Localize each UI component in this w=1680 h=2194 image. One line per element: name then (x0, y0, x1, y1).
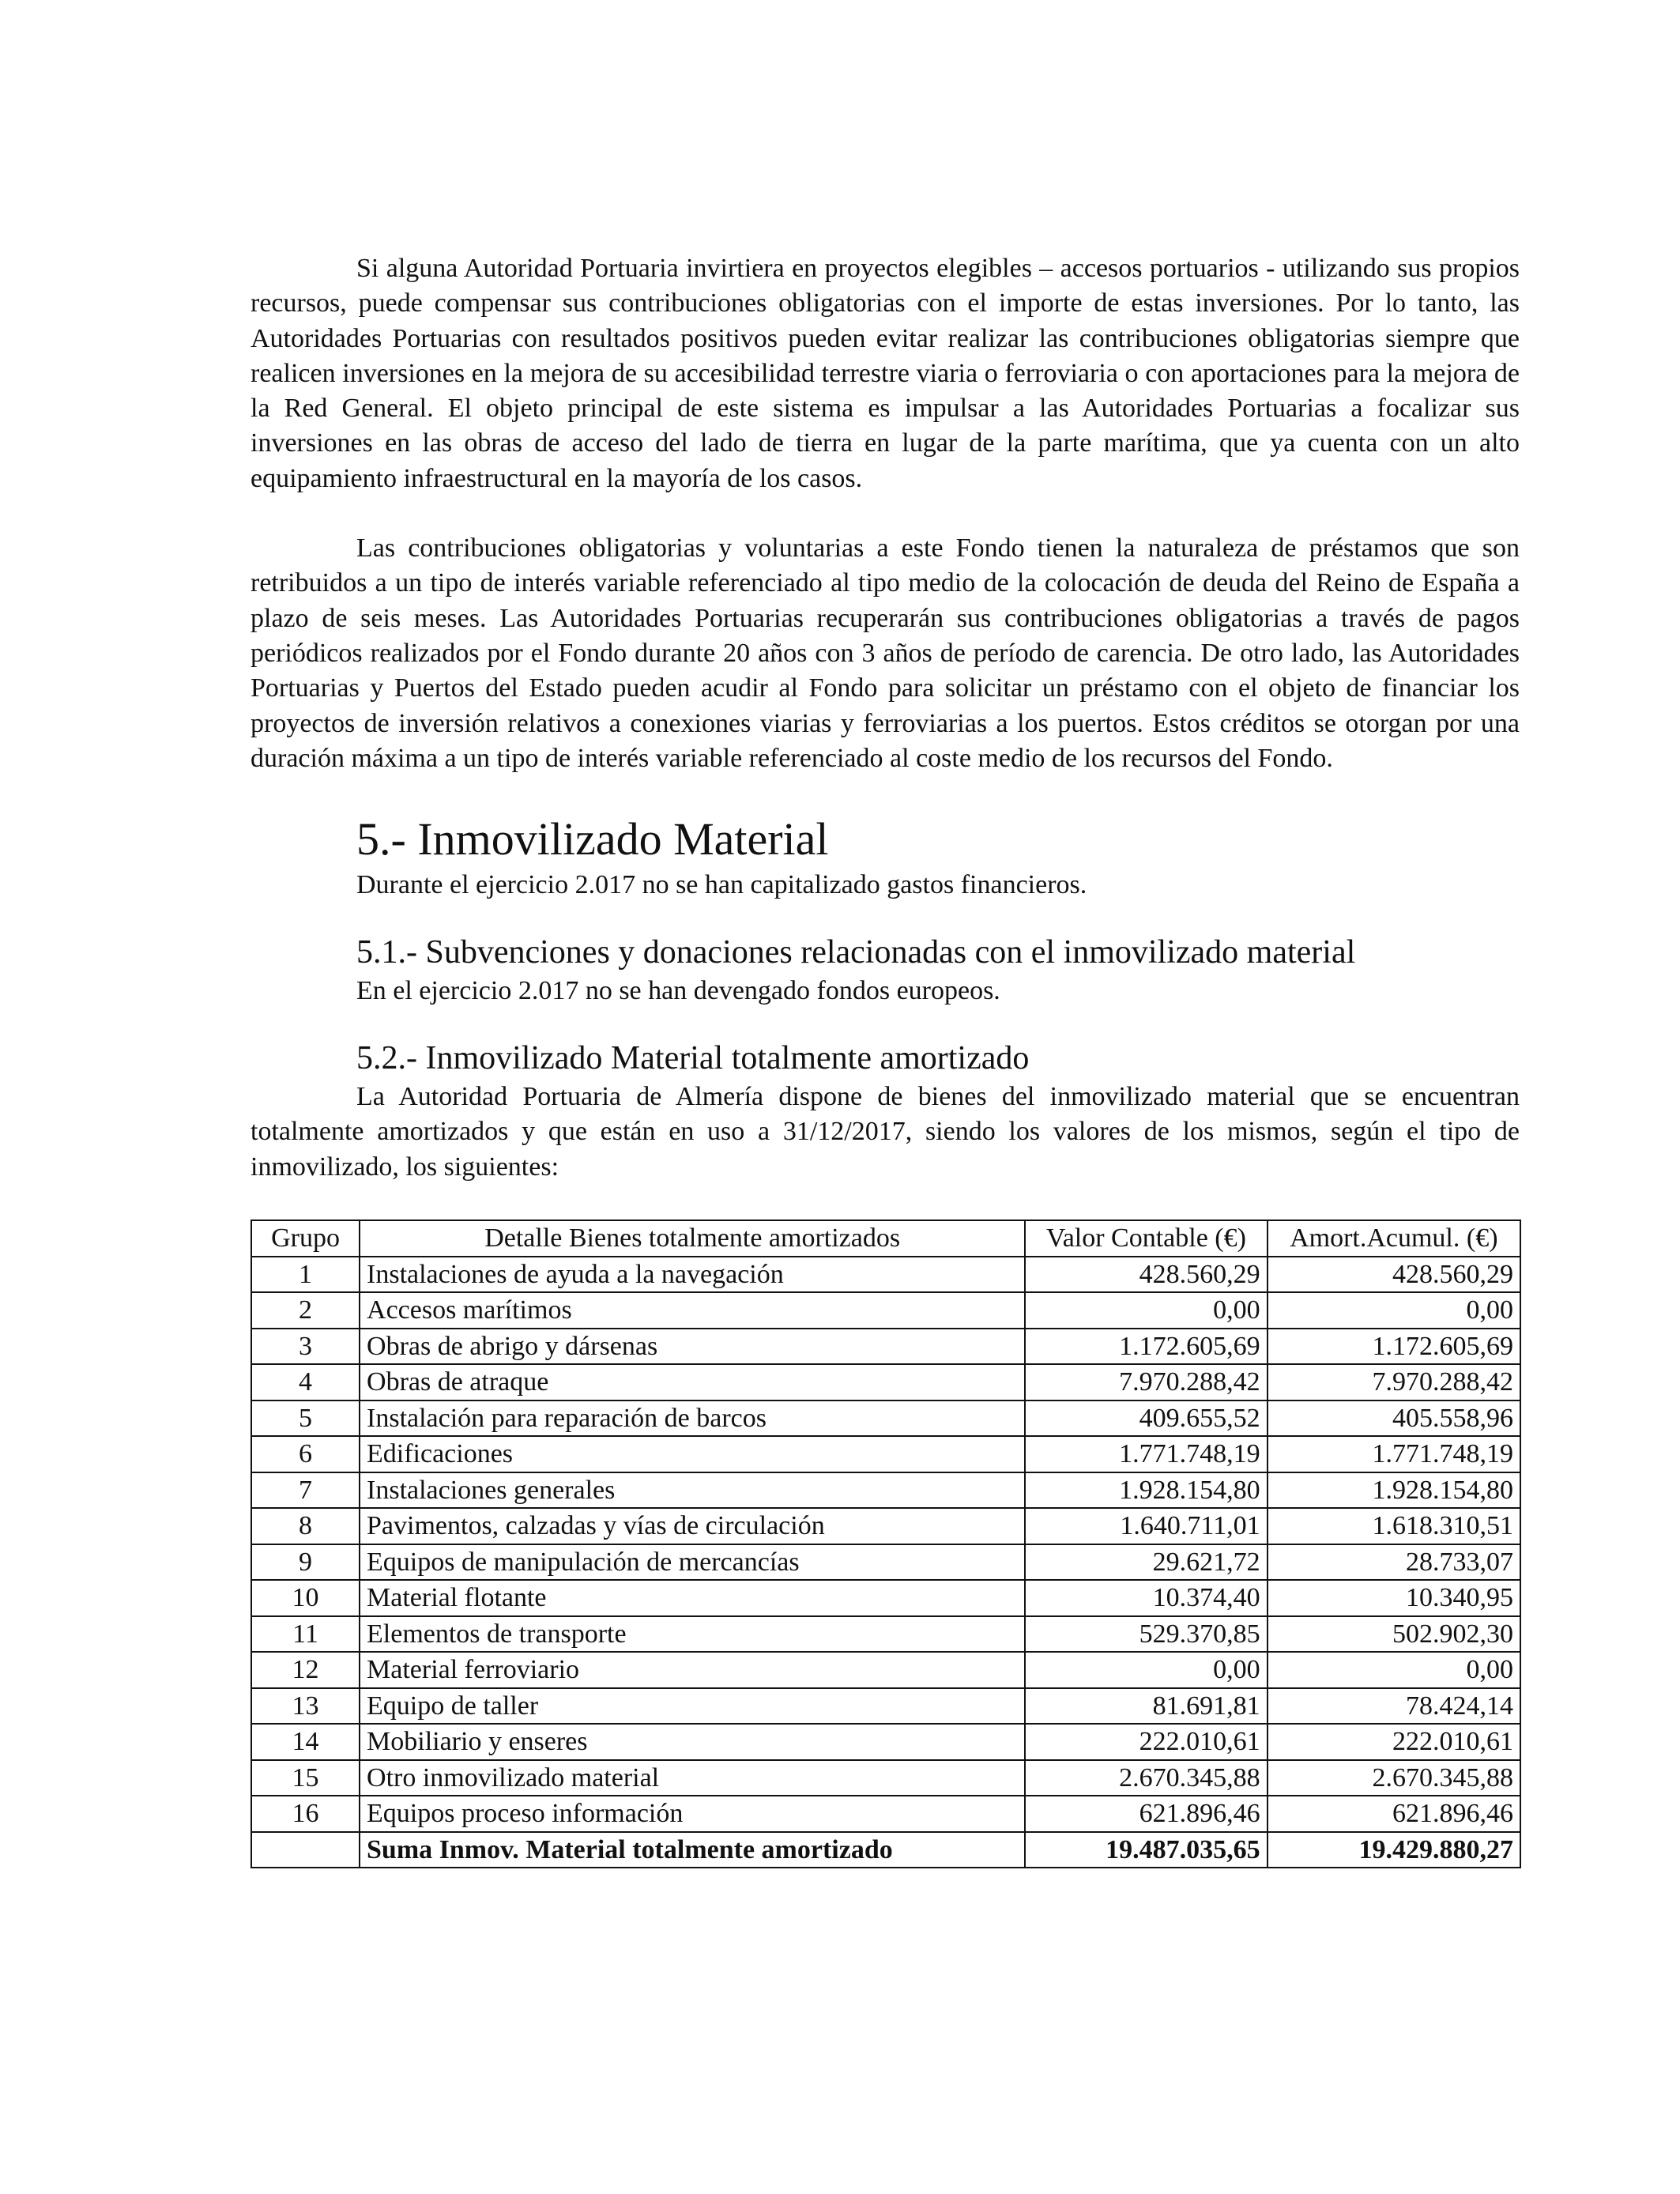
cell-valor-contable: 10.374,40 (1025, 1580, 1267, 1616)
cell-grupo: 16 (251, 1796, 360, 1832)
cell-valor-contable: 2.670.345,88 (1025, 1760, 1267, 1796)
header-grupo: Grupo (251, 1220, 360, 1257)
cell-valor-contable: 7.970.288,42 (1025, 1364, 1267, 1400)
header-detalle: Detalle Bienes totalmente amortizados (360, 1220, 1025, 1257)
cell-valor-contable: 1.928.154,80 (1025, 1472, 1267, 1509)
cell-valor-contable: 428.560,29 (1025, 1257, 1267, 1293)
cell-grupo: 2 (251, 1292, 360, 1329)
table-row (251, 1796, 1520, 1832)
cell-amort-acumul: 405.558,96 (1268, 1400, 1520, 1437)
cell-amort-acumul: 10.340,95 (1268, 1580, 1520, 1616)
amortized-assets-table (250, 1220, 1521, 1868)
cell-grupo: 10 (251, 1580, 360, 1616)
header-valor-contable: Valor Contable (€) (1025, 1220, 1267, 1257)
section-5-1-text: En el ejercicio 2.017 no se han devengado fondos europeos. (356, 976, 1000, 1006)
cell-grupo: 7 (251, 1472, 360, 1509)
cell-detalle: Otro inmovilizado material (360, 1760, 1025, 1796)
cell-detalle: Material ferroviario (360, 1652, 1025, 1688)
cell-detalle: Obras de abrigo y dársenas (360, 1329, 1025, 1365)
section-5-heading: 5.- Inmovilizado Material (356, 813, 829, 865)
cell-detalle: Elementos de transporte (360, 1616, 1025, 1653)
cell-grupo: 3 (251, 1329, 360, 1365)
cell-grupo: 9 (251, 1544, 360, 1581)
cell-detalle: Equipos proceso información (360, 1796, 1025, 1832)
document-page (250, 251, 1520, 1868)
cell-valor-contable: 1.771.748,19 (1025, 1436, 1267, 1472)
cell-grupo: 11 (251, 1616, 360, 1653)
paragraph-contribuciones-compensacion: Si alguna Autoridad Portuaria invirtiera en proyectos elegibles – accesos portuarios - utilizando sus propios recursos, puede compensar sus contribuciones obligatorias con el importe de estas inversiones. Por lo tanto, las Autoridades Portuarias con resultados positivos pueden evitar realizar las contribuciones obligatorias siempre que realicen inversiones en la mejora de su accesibilidad terrestre viaria o ferroviaria o con aportaciones para la mejora de la Red General. El objeto principal de este sistema es impulsar a las Autoridades Portuarias a focalizar sus inversiones en las obras de acceso del lado de tierra en lugar de la parte marítima, que ya cuenta con un alto equipamiento infraestructural en la mayoría de los casos. (250, 254, 1520, 493)
cell-valor-contable: 29.621,72 (1025, 1544, 1267, 1581)
cell-detalle: Equipos de manipulación de mercancías (360, 1544, 1025, 1581)
cell-amort-acumul: 2.670.345,88 (1268, 1760, 1520, 1796)
table-row (251, 1472, 1520, 1509)
section-5-2-text: La Autoridad Portuaria de Almería dispone de bienes del inmovilizado material que se encuentran totalmente amortizados y que están en uso a 31/12/2017, siendo los valores de los mismos, según el tipo de inmovilizado, los siguientes: (250, 1082, 1520, 1182)
table-row (251, 1760, 1520, 1796)
cell-amort-acumul: 78.424,14 (1268, 1688, 1520, 1725)
cell-valor-contable: 222.010,61 (1025, 1724, 1267, 1760)
cell-amort-acumul: 222.010,61 (1268, 1724, 1520, 1760)
cell-detalle: Material flotante (360, 1580, 1025, 1616)
cell-amort-acumul: 428.560,29 (1268, 1257, 1520, 1293)
paragraph-prestamos-fondo: Las contribuciones obligatorias y voluntarias a este Fondo tienen la naturaleza de préstamos que son retribuidos a un tipo de interés variable referenciado al tipo medio de la colocación de deuda del Reino de España a plazo de seis meses. Las Autoridades Portuarias recuperarán sus contribuciones obligatorias a través de pagos periódicos realizados por el Fondo durante 20 años con 3 años de período de carencia. De otro lado, las Autoridades Portuarias y Puertos del Estado pueden acudir al Fondo para solicitar un préstamo con el objeto de financiar los proyectos de inversión relativos a conexiones viarias y ferroviarias a los puertos. Estos créditos se otorgan por una duración máxima a un tipo de interés variable referenciado al coste medio de los recursos del Fondo. (250, 533, 1520, 773)
total-amort-acumul: 19.429.880,27 (1268, 1832, 1520, 1868)
table-row (251, 1364, 1520, 1400)
cell-valor-contable: 1.640.711,01 (1025, 1508, 1267, 1544)
cell-detalle: Pavimentos, calzadas y vías de circulación (360, 1508, 1025, 1544)
cell-grupo: 6 (251, 1436, 360, 1472)
table-row (251, 1544, 1520, 1581)
cell-grupo: 12 (251, 1652, 360, 1688)
cell-amort-acumul: 1.771.748,19 (1268, 1436, 1520, 1472)
table-row (251, 1508, 1520, 1544)
table-row (251, 1724, 1520, 1760)
table-body (251, 1257, 1520, 1868)
cell-grupo: 13 (251, 1688, 360, 1725)
cell-amort-acumul: 28.733,07 (1268, 1544, 1520, 1581)
table-row (251, 1436, 1520, 1472)
cell-detalle: Obras de atraque (360, 1364, 1025, 1400)
table-row (251, 1400, 1520, 1437)
table-header-row (251, 1220, 1520, 1257)
table-row (251, 1329, 1520, 1365)
table-total-row (251, 1832, 1520, 1868)
cell-amort-acumul: 0,00 (1268, 1292, 1520, 1329)
cell-amort-acumul: 621.896,46 (1268, 1796, 1520, 1832)
cell-amort-acumul: 0,00 (1268, 1652, 1520, 1688)
cell-grupo: 1 (251, 1257, 360, 1293)
cell-valor-contable: 529.370,85 (1025, 1616, 1267, 1653)
cell-detalle: Edificaciones (360, 1436, 1025, 1472)
cell-grupo: 14 (251, 1724, 360, 1760)
table-row (251, 1688, 1520, 1725)
cell-valor-contable: 1.172.605,69 (1025, 1329, 1267, 1365)
header-amort-acumul: Amort.Acumul. (€) (1268, 1220, 1520, 1257)
cell-amort-acumul: 7.970.288,42 (1268, 1364, 1520, 1400)
cell-valor-contable: 81.691,81 (1025, 1688, 1267, 1725)
cell-detalle: Equipo de taller (360, 1688, 1025, 1725)
cell-amort-acumul: 502.902,30 (1268, 1616, 1520, 1653)
cell-valor-contable: 409.655,52 (1025, 1400, 1267, 1437)
table-row (251, 1652, 1520, 1688)
cell-valor-contable: 621.896,46 (1025, 1796, 1267, 1832)
section-5-text: Durante el ejercicio 2.017 no se han capitalizado gastos financieros. (356, 870, 1087, 900)
table-row (251, 1292, 1520, 1329)
section-5-2-heading: 5.2.- Inmovilizado Material totalmente amortizado (356, 1040, 1030, 1077)
section-5-1-heading: 5.1.- Subvenciones y donaciones relacionadas con el inmovilizado material (356, 934, 1356, 971)
cell-amort-acumul: 1.618.310,51 (1268, 1508, 1520, 1544)
table-row (251, 1257, 1520, 1293)
table-row (251, 1580, 1520, 1616)
cell-grupo: 8 (251, 1508, 360, 1544)
total-label: Suma Inmov. Material totalmente amortizado (360, 1832, 1025, 1868)
total-grupo (251, 1832, 360, 1868)
cell-grupo: 4 (251, 1364, 360, 1400)
cell-amort-acumul: 1.172.605,69 (1268, 1329, 1520, 1365)
cell-detalle: Instalación para reparación de barcos (360, 1400, 1025, 1437)
total-valor-contable: 19.487.035,65 (1025, 1832, 1267, 1868)
cell-detalle: Accesos marítimos (360, 1292, 1025, 1329)
cell-grupo: 15 (251, 1760, 360, 1796)
cell-grupo: 5 (251, 1400, 360, 1437)
cell-valor-contable: 0,00 (1025, 1652, 1267, 1688)
cell-detalle: Instalaciones de ayuda a la navegación (360, 1257, 1025, 1293)
cell-amort-acumul: 1.928.154,80 (1268, 1472, 1520, 1509)
cell-detalle: Instalaciones generales (360, 1472, 1025, 1509)
table-row (251, 1616, 1520, 1653)
cell-valor-contable: 0,00 (1025, 1292, 1267, 1329)
cell-detalle: Mobiliario y enseres (360, 1724, 1025, 1760)
